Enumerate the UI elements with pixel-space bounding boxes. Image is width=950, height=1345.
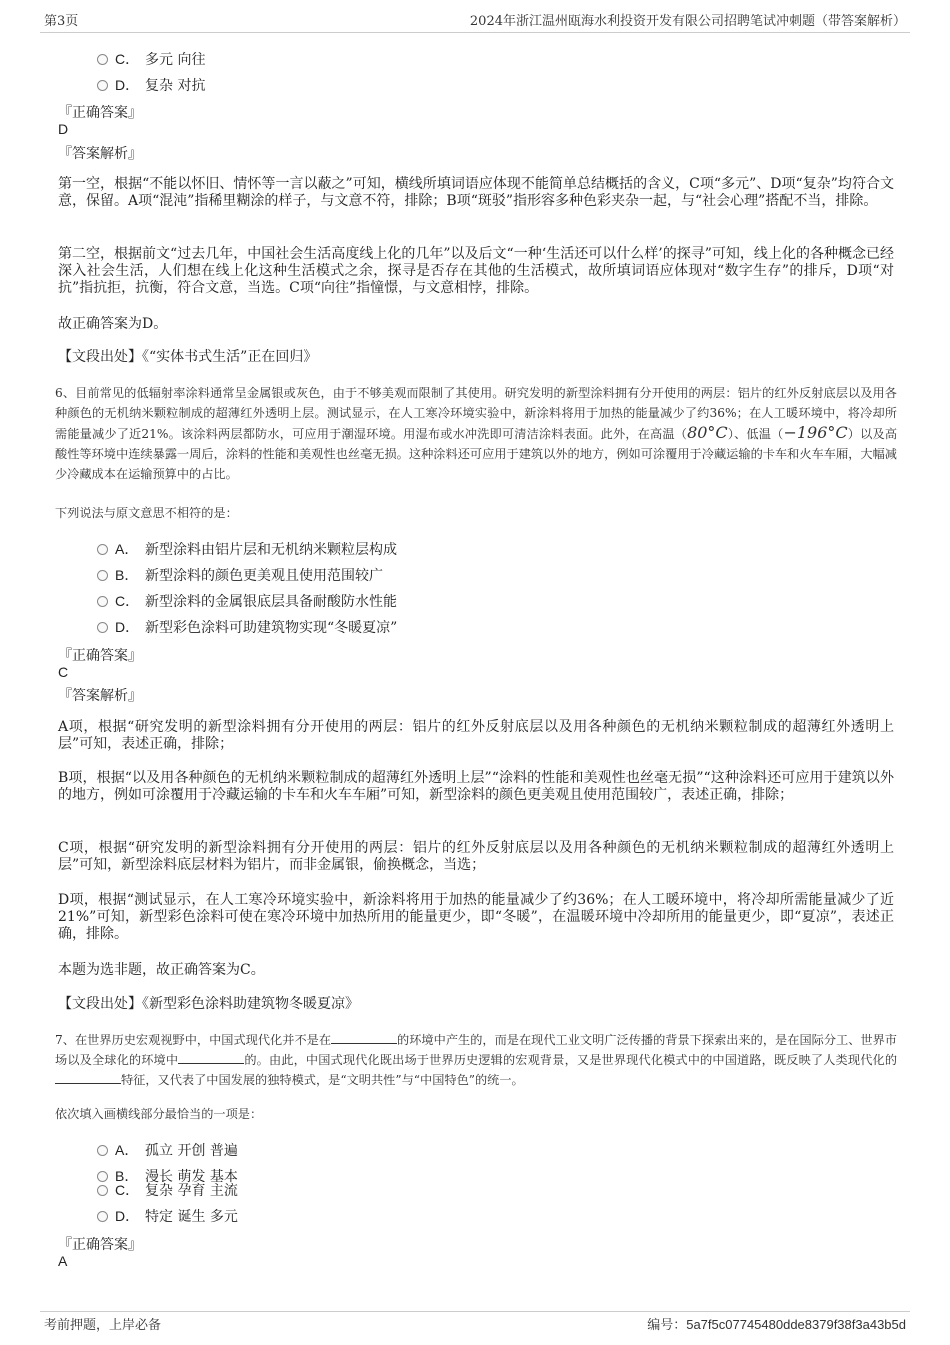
analysis-paragraph: C项，根据“研究发明的新型涂料拥有分开使用的两层：铝片的红外反射底层以及用各种颜色的无机纳米颗粒制成的超薄红外透明上层”可知，新型涂料底层材料为铝片，而非金属银，偷换概念，当选； [58, 840, 894, 873]
question-stem: 6、目前常见的低辐射率涂料通常呈金属银或灰色，由于不够美观而限制了其使用。研究发明的新型涂料拥有分开使用的两层：铝片的红外反射底层以及用各种颜色的无机纳米颗粒制成的超薄红外透明上层。测试显示，在人工寒冷环境实验中，新涂料将用于加热的能量减少了约36%；在人工暖环境中，将冷却所需能量减少了近21%。该涂料两层都防水，可应用于潮湿环境。用湿布或水冲洗即可清洁涂料表面。此外，在高温（80°C）、低温（−196°C）以及高酸性等环境中连续暴露一周后，涂料的性能和美观性也丝毫无损。这种涂料还可应用于建筑以外的地方，例如可涂覆用于冷藏运输的卡车和火车车厢，大幅减少冷藏成本在运输预算中的占比。 [55, 386, 898, 481]
option-a[interactable]: A． 孤立 开创 普遍 [97, 1140, 238, 1160]
question-prompt: 下列说法与原文意思不相符的是： [55, 506, 238, 520]
answer-value: C [58, 664, 69, 680]
answer-label: 『正确答案』 [58, 105, 142, 121]
analysis-paragraph: 第二空，根据前文“过去几年，中国社会生活高度线上化的几年”以及后文“一种‘生活还可以什么样’的探寻”可知，线上化的各种概念已经深入社会生活，人们想在线上化这种生活模式之余，探寻是否存在其他的生活模式，故所填词语应体现对“数字生存”的排斥，D项“对抗”指抗拒，抗衡，符合文意，当选。C项“向往”指憧憬，与文意相悖，排除。 [58, 246, 894, 296]
source-citation: 【文段出处】《新型彩色涂料助建筑物冬暖夏凉》 [58, 996, 359, 1012]
radio-icon[interactable] [97, 622, 108, 633]
radio-icon[interactable] [97, 544, 108, 555]
temperature-high: 80°C [687, 423, 728, 442]
radio-icon[interactable] [97, 1185, 108, 1196]
analysis-paragraph: A项，根据“研究发明的新型涂料拥有分开使用的两层：铝片的红外反射底层以及用各种颜色的无机纳米颗粒制成的超薄红外透明上层”可知，表述正确，排除； [58, 719, 894, 752]
option-c[interactable]: C． 复杂 孕育 主流 [97, 1180, 238, 1200]
analysis-conclusion: 故正确答案为D。 [58, 316, 168, 332]
radio-icon[interactable] [97, 1145, 108, 1156]
option-c[interactable]: C． 多元 向往 [97, 49, 205, 69]
option-a[interactable]: A． 新型涂料由铝片层和无机纳米颗粒层构成 [97, 539, 397, 559]
radio-icon[interactable] [97, 570, 108, 581]
option-c[interactable]: C． 新型涂料的金属银底层具备耐酸防水性能 [97, 591, 397, 611]
analysis-conclusion: 本题为选非题，故正确答案为C。 [58, 962, 265, 978]
document-code: 编号：5a7f5c07745480dde8379f38f3a43b5d [647, 1317, 906, 1333]
radio-icon[interactable] [97, 596, 108, 607]
analysis-paragraph: B项，根据“以及用各种颜色的无机纳米颗粒制成的超薄红外透明上层”“涂料的性能和美观性也丝毫无损”“这种涂料还可应用于建筑以外的地方，例如可涂覆用于冷藏运输的卡车和火车车厢”可知，新型涂料的颜色更美观且使用范围较广，表述正确，排除； [58, 770, 894, 803]
footer-slogan: 考前押题，上岸必备 [44, 1318, 162, 1333]
fill-blank [55, 1071, 121, 1084]
question-stem: 7、在世界历史宏观视野中，中国式现代化并不是在 的环境中产生的，而是在现代工业文明广泛传播的背景下探索出来的，是在国际分工、世界市场以及全球化的环境中 的。由此，中国式现代化既出场于世界历史逻辑的宏观背景，又是世界现代化模式中的中国道路，既反映了人类现代化的特征，又代表了中国发展的独特模式，是“文明共性”与“中国特色”的统一。 [55, 1033, 898, 1087]
answer-label: 『正确答案』 [58, 648, 142, 664]
option-d[interactable]: D． 特定 诞生 多元 [97, 1206, 238, 1226]
option-d[interactable]: D． 新型彩色涂料可助建筑物实现“冬暖夏凉” [97, 617, 397, 637]
option-b[interactable]: B． 新型涂料的颜色更美观且使用范围较广 [97, 565, 383, 585]
answer-value: A [58, 1253, 68, 1269]
document-title: 2024年浙江温州瓯海水利投资开发有限公司招聘笔试冲刺题（带答案解析） [469, 14, 906, 29]
option-b[interactable]: B． 漫长 萌发 基本 [97, 1166, 238, 1186]
analysis-label: 『答案解析』 [58, 688, 142, 704]
answer-label: 『正确答案』 [58, 1237, 142, 1253]
analysis-label: 『答案解析』 [58, 146, 142, 162]
footer-rule [40, 1311, 910, 1312]
analysis-paragraph: D项，根据“测试显示，在人工寒冷环境实验中，新涂料将用于加热的能量减少了约36%；在人工暖环境中，将冷却所需能量减少了近21%”可知，新型彩色涂料可使在寒冷环境中加热所用的能量更少，即“冬暖”，在温暖环境中冷却所用的能量更少，即“夏凉”，表述正确，排除。 [58, 892, 894, 942]
temperature-low: −196°C [783, 423, 848, 442]
fill-blank [331, 1031, 397, 1044]
page-number: 第3页 [44, 14, 79, 29]
header-rule [40, 32, 910, 33]
analysis-paragraph: 第一空，根据“不能以怀旧、情怀等一言以蔽之”可知，横线所填词语应体现不能简单总结概括的含义，C项“多元”、D项“复杂”均符合文意，保留。A项“混沌”指稀里糊涂的样子，与文意不符，排除；B项“斑驳”指形容多种色彩夹杂一起，与“社会心理”搭配不当，排除。 [58, 176, 894, 209]
option-d[interactable]: D． 复杂 对抗 [97, 75, 205, 95]
answer-value: D [58, 121, 69, 137]
fill-blank [178, 1051, 244, 1064]
question-prompt: 依次填入画横线部分最恰当的一项是： [55, 1107, 263, 1121]
radio-icon[interactable] [97, 80, 108, 91]
source-citation: 【文段出处】《“实体书式生活”正在回归》 [58, 349, 318, 365]
radio-icon[interactable] [97, 1211, 108, 1222]
radio-icon[interactable] [97, 54, 108, 65]
